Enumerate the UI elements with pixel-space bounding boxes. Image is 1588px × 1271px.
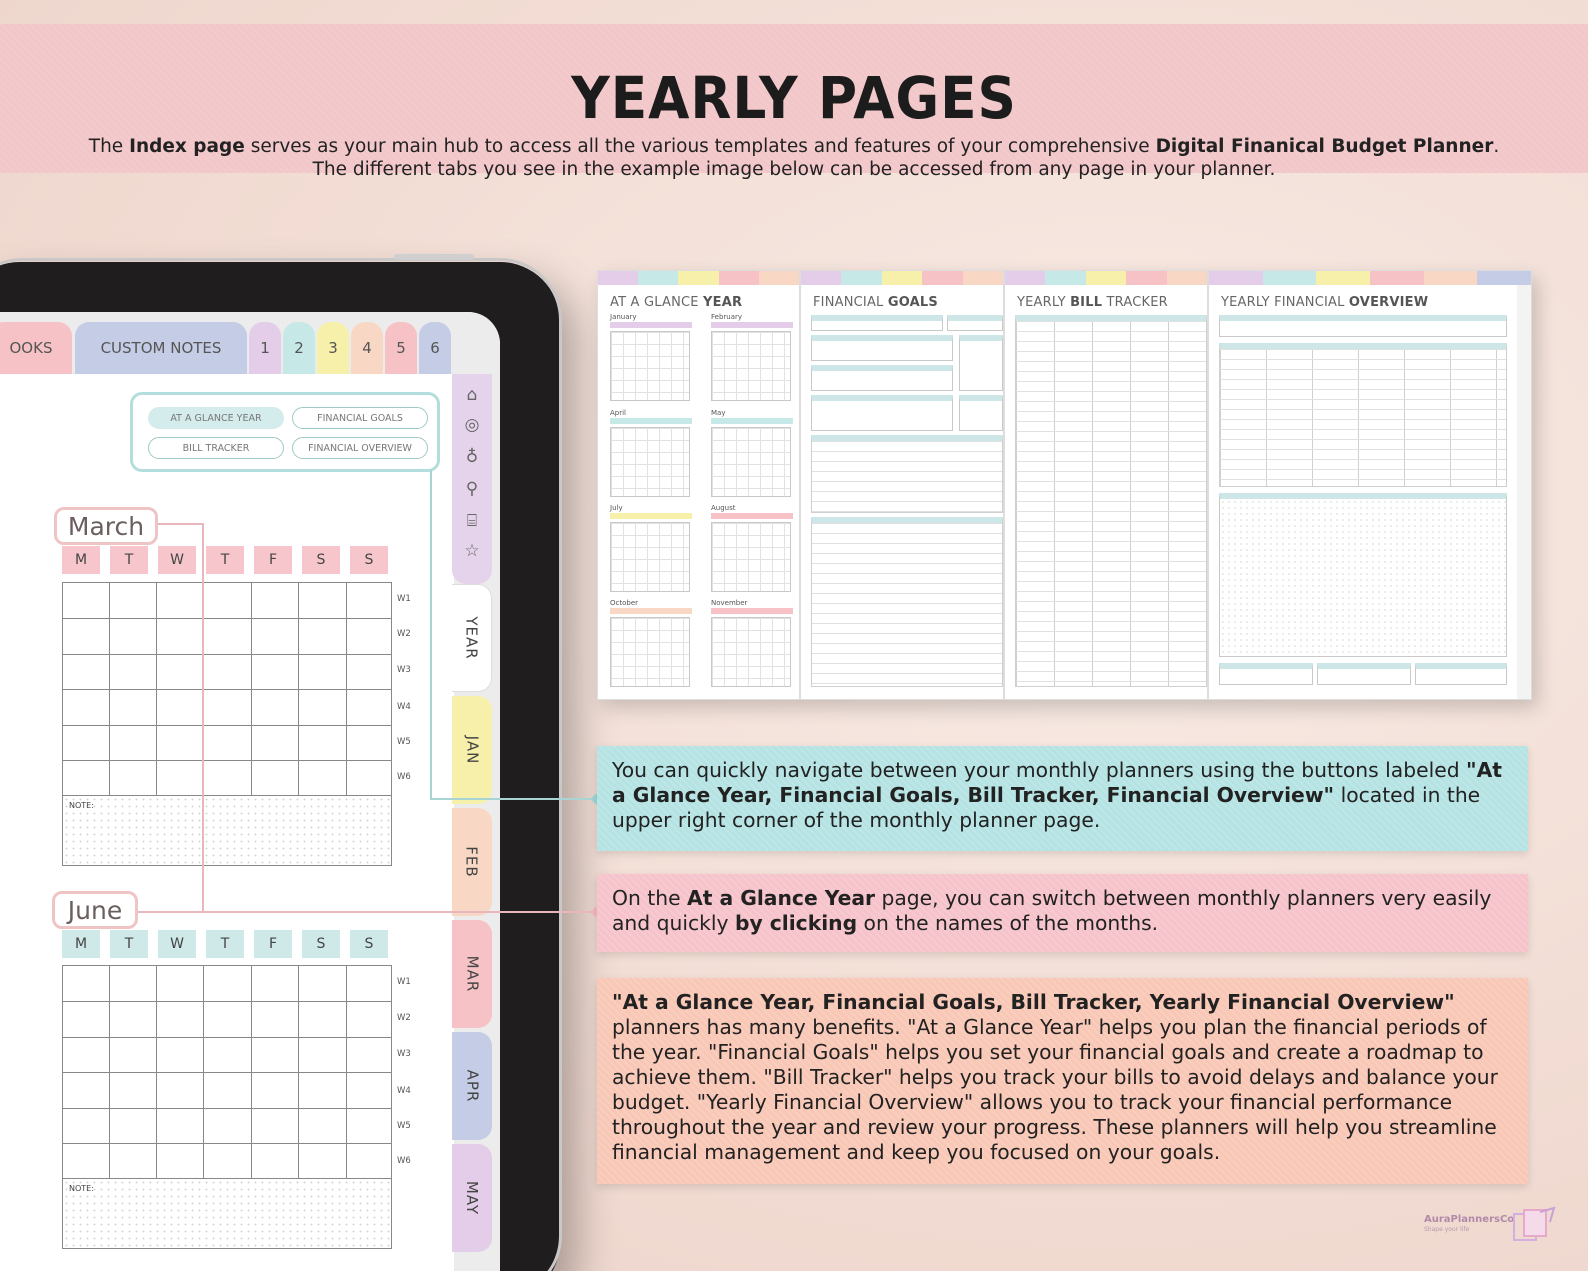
week-label: W3 [397, 1049, 411, 1059]
info-box-benefits: "At a Glance Year, Financial Goals, Bill Tracker, Yearly Financial Overview" planners has many benefits. "At a Glance Year" helps you plan the financial periods of the year. "Financial Goals" helps you set your financial goals and create a roadmap to achieve them. "Bill Tracker" helps you track your bills to avoid delays and balance your budget. "Yearly Financial Overview" allows you to track your financial performance throughout the year and review your progress. These planners will help you streamline financial management and keep you focused on your goals. [597, 978, 1528, 1184]
calendar-grid-march [62, 582, 392, 796]
mini-calendar [610, 427, 690, 497]
preview-at-a-glance-year [597, 270, 800, 700]
tablet-button [394, 254, 474, 260]
financial-overview-button[interactable]: FINANCIAL OVERVIEW [292, 437, 428, 459]
connector-line [430, 798, 598, 800]
week-label: W1 [397, 594, 411, 604]
week-label: W5 [397, 1121, 411, 1131]
mini-calendar [610, 617, 690, 687]
preview-yearly-bill-tracker [1004, 270, 1208, 700]
page-title: YEARLY PAGES [571, 64, 1017, 132]
mini-calendar [711, 427, 791, 497]
weekday: F [254, 930, 292, 958]
chart-icon[interactable]: ⚲ [465, 479, 479, 499]
bank-icon[interactable]: ⌸ [466, 511, 478, 531]
bill-tracker-button[interactable]: BILL TRACKER [148, 437, 284, 459]
week-label: W4 [397, 1086, 411, 1096]
week-label: W2 [397, 1013, 411, 1023]
star-icon[interactable]: ☆ [464, 541, 480, 561]
mini-month-label: October [610, 599, 639, 607]
week-label: W6 [397, 772, 411, 782]
weekday: T [206, 930, 244, 958]
week-label: W6 [397, 1156, 411, 1166]
quick-nav-box [130, 392, 440, 472]
notes-area-june[interactable]: NOTE: [62, 1179, 392, 1249]
info-box-at-a-glance: On the At a Glance Year page, you can switch between monthly planners very easily and quickly by clicking on the names of the months. [597, 874, 1528, 952]
preview-title: YEARLY FINANCIAL OVERVIEW [1221, 295, 1429, 310]
mini-month-label: February [711, 313, 743, 321]
tab-jan[interactable]: JAN [452, 696, 492, 804]
home-icon[interactable]: ⌂ [466, 385, 478, 405]
notes-area-march[interactable]: NOTE: [62, 796, 392, 866]
piggy-bank-icon[interactable]: ♁ [465, 447, 479, 467]
weekday: F [254, 546, 292, 574]
financial-goals-button[interactable]: FINANCIAL GOALS [292, 407, 428, 429]
mini-month-label: November [711, 599, 748, 607]
preview-pages [597, 270, 1532, 700]
tab-1[interactable]: 1 [249, 322, 281, 374]
connector-line [430, 470, 432, 800]
target-icon[interactable]: ◎ [464, 415, 480, 435]
week-label: W3 [397, 665, 411, 675]
connector-line [158, 523, 204, 525]
preview-title: YEARLY BILL TRACKER [1017, 295, 1168, 310]
planner-screen [0, 312, 500, 1271]
weekday: W [158, 546, 196, 574]
side-icon-tabs [452, 374, 492, 584]
preview-financial-goals [800, 270, 1004, 700]
header-banner [0, 24, 1588, 180]
brand-name: AuraPlannersCo Shape your life [1424, 1214, 1515, 1233]
tab-custom-notes[interactable]: CUSTOM NOTES [75, 322, 247, 374]
mini-month-label: April [610, 409, 626, 417]
banner-description-line2: The different tabs you see in the example image below can be accessed from any page in your planner. [312, 159, 1276, 180]
weekday: M [62, 930, 100, 958]
tab-apr[interactable]: APR [452, 1032, 492, 1140]
tab-mar[interactable]: MAR [452, 920, 492, 1028]
at-a-glance-year-button[interactable]: AT A GLANCE YEAR [148, 407, 284, 429]
month-label-june[interactable]: June [52, 891, 138, 929]
preview-title: FINANCIAL GOALS [813, 295, 938, 310]
weekday: T [206, 546, 244, 574]
weekday: S [302, 930, 340, 958]
tab-5[interactable]: 5 [385, 322, 417, 374]
preview-title: AT A GLANCE YEAR [610, 295, 743, 310]
week-label: W2 [397, 629, 411, 639]
connector-line [138, 911, 598, 913]
tab-year[interactable]: YEAR [452, 584, 492, 692]
weekday: M [62, 546, 100, 574]
preview-yearly-financial-overview [1208, 270, 1532, 700]
info-box-navigation: You can quickly navigate between your monthly planners using the buttons labeled "At a Glance Year, Financial Goals, Bill Tracker, Financial Overview" located in the upper right corner of the monthly planner page. [597, 746, 1528, 851]
weekday: T [110, 930, 148, 958]
mini-calendar [711, 522, 791, 592]
brand-logo-icon [1510, 1206, 1558, 1242]
weekday: T [110, 546, 148, 574]
calendar-grid-june [62, 965, 392, 1179]
mini-month-label: May [711, 409, 726, 417]
weekday: S [350, 930, 388, 958]
mini-month-label: July [610, 504, 623, 512]
week-label: W4 [397, 702, 411, 712]
tab-2[interactable]: 2 [283, 322, 315, 374]
connector-line [202, 523, 204, 913]
tab-feb[interactable]: FEB [452, 808, 492, 916]
mini-month-label: August [711, 504, 736, 512]
month-label-march[interactable]: March [54, 507, 158, 545]
tab-4[interactable]: 4 [351, 322, 383, 374]
weekday: W [158, 930, 196, 958]
week-label: W1 [397, 977, 411, 987]
mini-month-label: January [610, 313, 637, 321]
tab-notebooks[interactable]: OOKS [0, 322, 72, 374]
mini-calendar [711, 331, 791, 401]
top-tab-bar [0, 312, 500, 374]
banner-description-line1: The Index page serves as your main hub to access all the various templates and features of your comprehensive Digital Finanical Budget Planner. [88, 136, 1500, 157]
mini-calendar [711, 617, 791, 687]
weekday: S [350, 546, 388, 574]
weekday: S [302, 546, 340, 574]
tab-3[interactable]: 3 [317, 322, 349, 374]
mini-calendar [610, 522, 690, 592]
mini-calendar [610, 331, 690, 401]
tab-may[interactable]: MAY [452, 1144, 492, 1252]
tab-6[interactable]: 6 [419, 322, 451, 374]
week-label: W5 [397, 737, 411, 747]
